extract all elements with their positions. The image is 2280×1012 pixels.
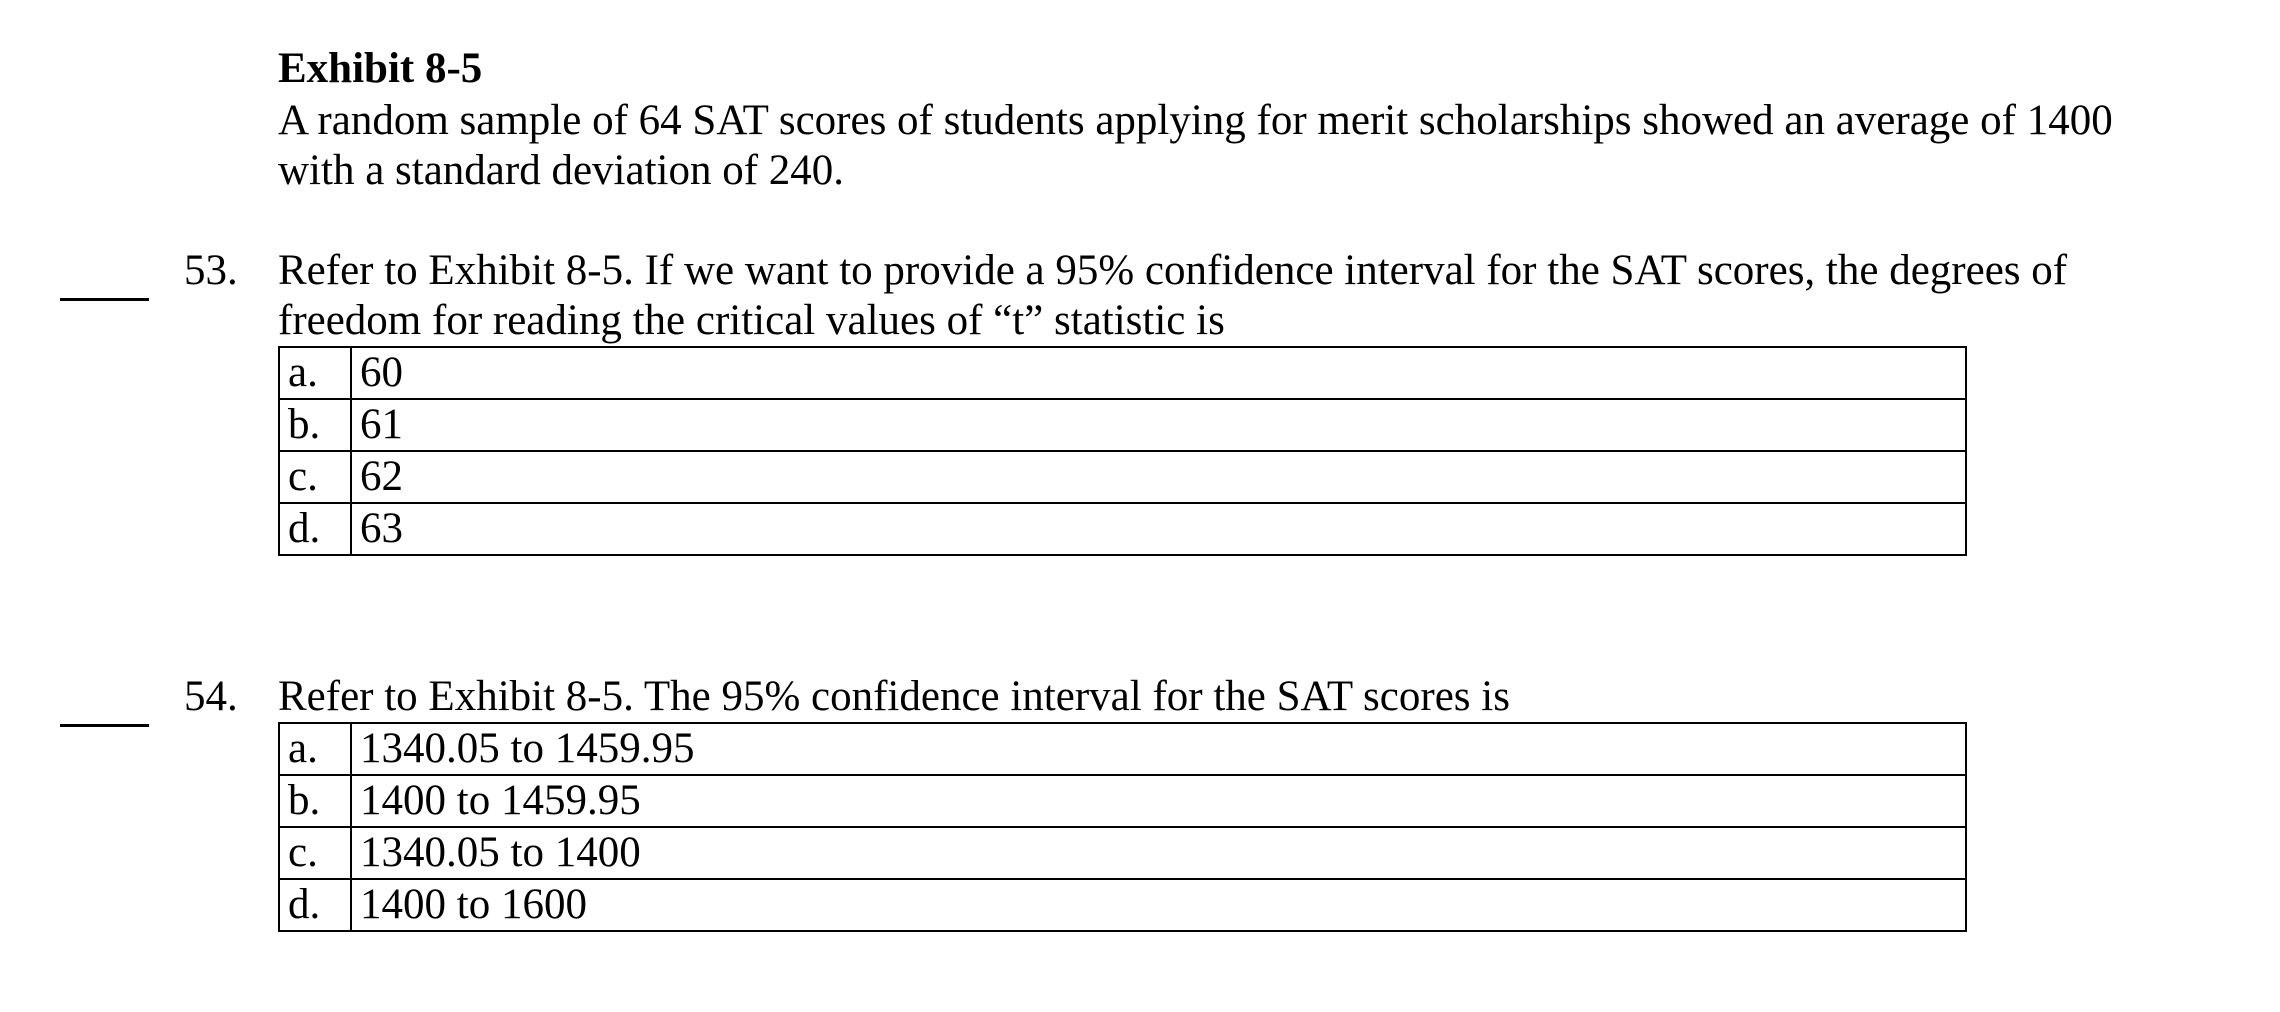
question-stem [278,246,2238,346]
choice-row [279,775,1966,827]
exhibit-title: Exhibit 8-5 [278,45,483,92]
choice-letter: c. [279,827,351,879]
question-number: 53. [184,247,238,294]
choices-table [278,346,1967,556]
question-stem-line: Refer to Exhibit 8-5. If we want to provide a 95% confidence interval for the SAT scores, the degrees of [278,247,2068,294]
exhibit-description-line: A random sample of 64 SAT scores of students applying for merit scholarships showed an average of 1400 [278,97,2113,144]
choices-table [278,722,1967,932]
choice-row [279,399,1966,451]
choice-text: 1400 to 1459.95 [351,775,1966,827]
choice-row [279,827,1966,879]
choice-text: 1340.05 to 1459.95 [351,723,1966,775]
choice-letter: b. [279,775,351,827]
question-stem [278,672,2238,722]
question-stem-line: freedom for reading the critical values of “t” statistic is [278,297,1225,344]
choice-letter: a. [279,347,351,399]
exhibit-description [278,96,2238,196]
choice-text: 63 [351,503,1966,555]
choice-letter: a. [279,723,351,775]
choice-row [279,347,1966,399]
question-number: 54. [184,673,238,720]
choice-letter: c. [279,451,351,503]
choice-letter: d. [279,503,351,555]
question-stem-line: Refer to Exhibit 8-5. The 95% confidence interval for the SAT scores is [278,673,1510,720]
choice-text: 61 [351,399,1966,451]
choice-text: 62 [351,451,1966,503]
exhibit-description-line: with a standard deviation of 240. [278,147,845,194]
choice-text: 60 [351,347,1966,399]
choice-row [279,879,1966,931]
answer-blank[interactable] [60,724,149,727]
answer-blank[interactable] [60,298,149,301]
choice-text: 1340.05 to 1400 [351,827,1966,879]
choice-row [279,723,1966,775]
choice-letter: d. [279,879,351,931]
choice-letter: b. [279,399,351,451]
choice-text: 1400 to 1600 [351,879,1966,931]
choice-row [279,503,1966,555]
choice-row [279,451,1966,503]
